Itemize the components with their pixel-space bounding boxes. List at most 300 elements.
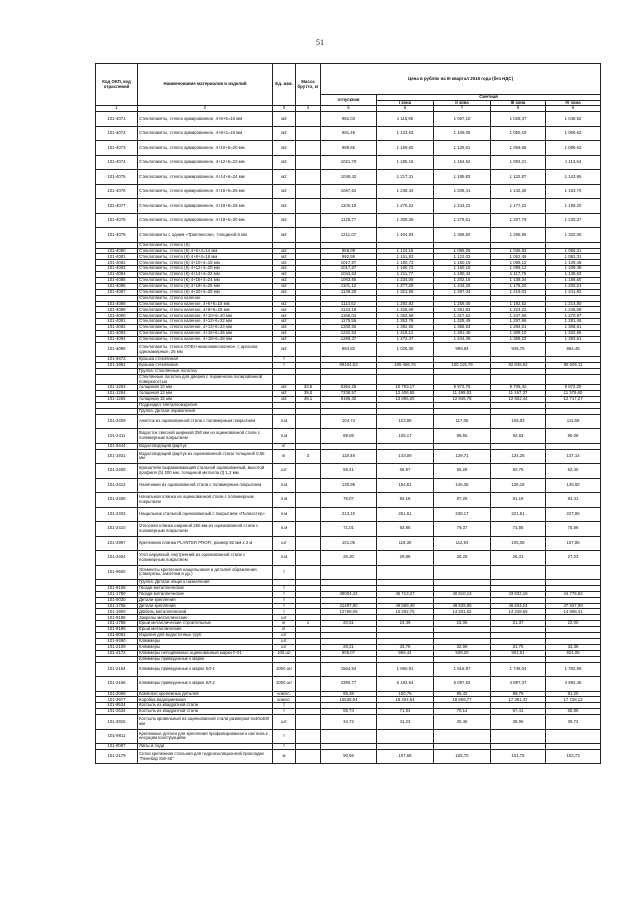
cell-zone-4-price: 1 320,06 [546, 228, 601, 243]
cell-zone-4-price: 1 782,99 [546, 662, 601, 677]
cell-zone-1-price: 29,88 [377, 551, 434, 566]
cell-zone-3-price: 17 391,47 [491, 697, 546, 703]
cell-zone-2-price: 1 154,52 [434, 155, 491, 170]
cell-name: Стеклопакеты, стекло каленое, 4+6+6=16 мм [138, 301, 273, 307]
cell-zone-1-price: 1 352,58 [377, 313, 434, 319]
cell-name: Гвозди металлические [138, 585, 273, 591]
cell-code: 101-4079 [96, 228, 138, 243]
table-body [96, 112, 601, 764]
table-row [96, 715, 601, 730]
cell-unit: м2 [273, 301, 296, 307]
cell-release-price: 213,10 [321, 507, 377, 522]
cell-name: Подраздел: Металлоизделия [138, 402, 273, 408]
table-row [96, 170, 601, 185]
cell-mass [296, 170, 321, 185]
table-row [96, 429, 601, 444]
cell-zone-1-price: 1 321,58 [377, 289, 434, 295]
cell-zone-2-price: 1 287,34 [434, 289, 491, 295]
cell-zone-2-price [434, 729, 491, 744]
cell-code: 101-1981 [96, 363, 138, 369]
table-row [96, 301, 601, 307]
cell-unit: п.м [273, 507, 296, 522]
cell-zone-2-price: 1 185,83 [434, 170, 491, 185]
cell-zone-4-price: 1 143,86 [546, 170, 601, 185]
cell-zone-3-price: 1 142,35 [491, 184, 546, 199]
cell-zone-1-price: 119,30 [377, 536, 434, 551]
cell-zone-1-price: 1 124,15 [377, 248, 434, 254]
cell-zone-3-price: 26,31 [491, 551, 546, 566]
cell-zone-2-price: 18 556,77 [434, 697, 491, 703]
cell-release-price: 39004,42 [321, 591, 377, 597]
cell-code: 101-4080 [96, 248, 138, 254]
cell-name: Стеклопакеты, стекло (К) 4+8+4=16 мм [138, 254, 273, 260]
cell-name: Стеклопакеты, стекло каленое, 4+8+6=18 мм [138, 307, 273, 313]
cell-zone-4-price: 137,14 [546, 449, 601, 464]
column-index: 6 [377, 106, 434, 112]
cell-zone-1-price: 83,85 [377, 522, 434, 537]
cell-zone-3-price: 1 178,20 [491, 283, 546, 289]
cell-release-price: 992,95 [321, 254, 377, 260]
cell-unit: шт [273, 464, 296, 479]
cell-code: 101-4095 [96, 342, 138, 357]
cell-name: Группа: Детали общего назначения [138, 580, 273, 586]
cell-zone-4-price: 9 872,20 [546, 385, 601, 391]
cell-name: Костыль кровельный из оцинкованной стали размером 4х40х400 мм [138, 715, 273, 730]
table-row [96, 493, 601, 508]
cell-code: 101-4089 [96, 307, 138, 313]
cell-zone-4-price: 1 109,48 [546, 260, 601, 266]
cell-zone-1-price: 1 472,47 [377, 336, 434, 342]
cell-unit: м2 [273, 391, 296, 397]
cell-unit: кг [273, 627, 296, 633]
cell-zone-4-price: 22,00 [546, 621, 601, 627]
cell-name: Закрепы металлические [138, 615, 273, 621]
cell-release-price: 1017,87 [321, 266, 377, 272]
cell-unit: м2 [273, 155, 296, 170]
cell-name: Ерши металлические [138, 627, 273, 633]
cell-unit: м2 [273, 184, 296, 199]
cell-unit: п.м [273, 493, 296, 508]
cell-code: 101-2403 [96, 507, 138, 522]
cell-mass [296, 729, 321, 744]
cell-zone-3-price: 1 257,96 [491, 319, 546, 325]
cell-zone-1-price: 1 115,95 [377, 112, 434, 127]
cell-code: 101-9811 [96, 729, 138, 744]
cell-code: 101-2534 [96, 709, 138, 715]
cell-zone-4-price: 11 379,60 [546, 391, 601, 397]
cell-release-price: 89,08 [321, 429, 377, 444]
cell-zone-1-price: 1 276,22 [377, 199, 434, 214]
cell-zone-2-price: 65,29 [434, 464, 491, 479]
cell-name: Детали крепления [138, 603, 273, 609]
cell-code: 101-9472 [96, 357, 138, 363]
cell-zone-2-price: 1 243,23 [434, 199, 491, 214]
cell-zone-2-price: 1 368,50 [434, 228, 491, 243]
cell-name: Изделия для водосточных труб [138, 633, 273, 639]
cell-release-price: 101,05 [321, 536, 377, 551]
cell-code: 101-4092 [96, 325, 138, 331]
cell-zone-1-price: 1 326,09 [377, 307, 434, 313]
cell-zone-1-price: 15 292,75 [377, 609, 434, 615]
cell-release-price: 1101,12 [321, 283, 377, 289]
cell-unit: т [273, 597, 296, 603]
cell-code: 101-4090 [96, 313, 138, 319]
cell-unit: 1000 шт [273, 677, 296, 692]
table-row [96, 126, 601, 141]
cell-mass [296, 228, 321, 243]
cell-release-price: 20,51 [321, 621, 377, 627]
cell-name: Стеклопакеты, стекло каленое [138, 295, 273, 301]
cell-name: Крошка стеклянная [138, 363, 273, 369]
cell-zone-4-price: 111,68 [546, 414, 601, 429]
cell-zone-3-price: 105,08 [491, 536, 546, 551]
cell-zone-4-price: 39,72 [546, 715, 601, 730]
cell-zone-3-price: 1 117,76 [491, 272, 546, 278]
cell-zone-3-price: 1 295,85 [491, 228, 546, 243]
cell-zone-1-price: 1 026,38 [377, 342, 434, 357]
cell-zone-1-price: 107,68 [377, 749, 434, 764]
cell-mass [296, 126, 321, 141]
cell-zone-1-price: 106 456,76 [377, 363, 434, 369]
cell-zone-1-price: 1 850,91 [377, 662, 434, 677]
cell-zone-2-price: 1 381,45 [434, 331, 491, 337]
table-row [96, 272, 601, 278]
table-row [96, 375, 601, 385]
cell-zone-2-price: 1 356,63 [434, 325, 491, 331]
cell-code: 101-4074 [96, 155, 138, 170]
cell-zone-4-price: 1 082,31 [546, 254, 601, 260]
cell-name: Детали крепления [138, 597, 273, 603]
cell-mass [296, 749, 321, 764]
cell-zone-3-price: 1 093,21 [491, 155, 546, 170]
cell-unit: кг [273, 621, 296, 627]
cell-name: Анкеток из оцинкованной стали с полимерным покрытием [138, 414, 273, 429]
cell-zone-1-price: 49 699,49 [377, 603, 434, 609]
cell-mass [296, 522, 321, 537]
cell-name: Стеклопакеты, стекло (К) 4+18+4=26 мм [138, 283, 273, 289]
table-row [96, 729, 601, 744]
cell-zone-3-price: 38,96 [491, 715, 546, 730]
cell-mass [296, 536, 321, 551]
cell-release-price: 130,95 [321, 478, 377, 493]
cell-mass [296, 551, 321, 566]
cell-name: Кляммеры [138, 644, 273, 650]
cell-zone-3-price: 1 122,87 [491, 170, 546, 185]
cell-zone-1-price: 1 234,06 [377, 278, 434, 284]
cell-zone-4-price: 27,03 [546, 551, 601, 566]
table-row [96, 112, 601, 127]
cell-zone-1-price: 1 185,16 [377, 155, 434, 170]
cell-zone-2-price: 11 499,53 [434, 391, 491, 397]
cell-unit: т [273, 585, 296, 591]
cell-release-price: 1143,18 [321, 307, 377, 313]
cell-code: 101-4077 [96, 199, 138, 214]
cell-code: 101-2997 [96, 536, 138, 551]
cell-release-price: 34,72 [321, 715, 377, 730]
cell-name: Крепежная планка PLANTER PROFI, размер 82 мм x 2 м [138, 536, 273, 551]
cell-zone-3-price: 31,70 [491, 644, 546, 650]
cell-mass: 39,3 [296, 391, 321, 397]
cell-name: Стеклопакеты, стекло армированное, 4+10+6=20 мм [138, 141, 273, 156]
cell-zone-1-price: 69,97 [377, 464, 434, 479]
cell-zone-3-price: 1 192,52 [491, 301, 546, 307]
cell-unit: м2 [273, 112, 296, 127]
cell-zone-1-price: 1 211,77 [377, 272, 434, 278]
cell-unit: м2 [273, 336, 296, 342]
cell-mass [296, 565, 321, 580]
cell-zone-4-price: 1 056,31 [546, 248, 601, 254]
cell-release-price [321, 565, 377, 580]
cell-zone-4-price [546, 375, 601, 385]
cell-name: Нащельник стальной оцинкованный с покрытием «Полиэстер» [138, 507, 273, 522]
cell-release-price: 1269,37 [321, 336, 377, 342]
cell-zone-3-price: 1 028,37 [491, 112, 546, 127]
cell-zone-2-price: 1 208,41 [434, 184, 491, 199]
cell-release-price: 8196,30 [321, 396, 377, 402]
cell-name: Водоотводящий фартук из оцинкованной стали толщиной 0,55 мм [138, 449, 273, 464]
cell-release-price: 884,82 [321, 342, 377, 357]
cell-zone-1-price: 123,86 [377, 414, 434, 429]
cell-unit: п.м [273, 478, 296, 493]
cell-name: Стеклопакеты, стекло армированное, 4+12+6=22 мм [138, 155, 273, 170]
cell-name: Стеклопакеты, стекло армированное, 4+18+6=28 мм [138, 199, 273, 214]
cell-zone-2-price: 1 150,19 [434, 266, 491, 272]
table-row [96, 260, 601, 266]
cell-name: Наличники из оцинкованной стали с полимерным покрытием [138, 478, 273, 493]
cell-zone-4-price: 1 308,61 [546, 325, 601, 331]
cell-unit: м [273, 749, 296, 764]
cell-release-price: 1063,85 [321, 278, 377, 284]
cell-zone-4-price: 1 159,60 [546, 278, 601, 284]
cell-name: Водоотводящий фартук [138, 443, 273, 449]
cell-zone-3-price: 1 069,65 [491, 141, 546, 156]
cell-zone-4-price: 103,73 [546, 749, 601, 764]
cell-release-price: 968,09 [321, 248, 377, 254]
cell-zone-3-price: 1 062,46 [491, 254, 546, 260]
cell-zone-3-price: 1 247,66 [491, 313, 546, 319]
cell-mass [296, 375, 321, 385]
cell-code: 101-2915 [96, 715, 138, 730]
cell-zone-2-price: 1 122,03 [434, 254, 491, 260]
cell-zone-1-price: 12 406,65 [377, 391, 434, 397]
cell-release-price: 85,38 [321, 691, 377, 697]
table-row [96, 414, 601, 429]
cell-zone-3-price: 946,75 [491, 342, 546, 357]
cell-unit: м2 [273, 283, 296, 289]
cell-unit: шт [273, 615, 296, 621]
cell-code: 101-1790 [96, 591, 138, 597]
cell-zone-3-price: 92,63 [491, 429, 546, 444]
cell-name: толщиной 10 мм [138, 385, 273, 391]
cell-zone-3-price: 902,61 [491, 650, 546, 656]
cell-zone-3-price: 21,37 [491, 621, 546, 627]
cell-name: Дюбель металлический [138, 609, 273, 615]
cell-name: Коробка водоприемная [138, 697, 273, 703]
cell-unit: т [273, 565, 296, 580]
cell-code: 101-9500 [96, 565, 138, 580]
table-row [96, 697, 601, 703]
column-index: 5 [321, 106, 377, 112]
price-table [95, 63, 601, 764]
table-row [96, 609, 601, 615]
cell-zone-1-price: 13 865,00 [377, 396, 434, 402]
cell-code: 101-4076 [96, 184, 138, 199]
table-row [96, 283, 601, 289]
cell-zone-4-price: 964,45 [546, 342, 601, 357]
table-row [96, 266, 601, 272]
cell-mass [296, 141, 321, 156]
table-row [96, 391, 601, 397]
cell-code: 101-4088 [96, 301, 138, 307]
cell-release-price: 6364,25 [321, 385, 377, 391]
cell-zone-2-price: 5 087,53 [434, 677, 491, 692]
table-row [96, 184, 601, 199]
cell-name: Костыль из квадратной стали [138, 709, 273, 715]
cell-zone-4-price: 1 246,08 [546, 307, 601, 313]
cell-release-price: 90,66 [321, 749, 377, 764]
cell-zone-3-price: 11 167,37 [491, 391, 546, 397]
cell-mass [296, 677, 321, 692]
table-row [96, 536, 601, 551]
cell-zone-2-price: 1 109,08 [434, 126, 491, 141]
table-row [96, 396, 601, 402]
cell-code: 101-2410 [96, 522, 138, 537]
cell-unit [273, 375, 296, 385]
cell-release-price: 71,01 [321, 522, 377, 537]
header-estimate: Сметная [377, 95, 601, 101]
cell-zone-2-price: 100 115,79 [434, 363, 491, 369]
cell-zone-2-price: 1 067,10 [434, 112, 491, 127]
cell-zone-3-price [491, 375, 546, 385]
cell-zone-2-price: 12 846,78 [434, 396, 491, 402]
cell-zone-1-price: 33,78 [377, 644, 434, 650]
table-row [96, 551, 601, 566]
cell-name: Крепежные детали для крепления профилированного настила к несущим конструкциям [138, 729, 273, 744]
cell-code: 101-2405 [96, 493, 138, 508]
cell-zone-3-price: 73,85 [491, 522, 546, 537]
cell-name: Стеклопакеты, стекло каленое, 4+14+6=24 мм [138, 325, 273, 331]
cell-zone-4-price: 14 658,41 [546, 609, 601, 615]
cell-release-price: 806,07 [321, 650, 377, 656]
cell-unit: м2 [273, 213, 296, 228]
cell-zone-4-price: 1 199,20 [546, 199, 601, 214]
cell-release-price: 1067,62 [321, 184, 377, 199]
cell-unit: шт [273, 715, 296, 730]
cell-zone-2-price: 139,71 [434, 449, 491, 464]
cell-release-price: 41497,80 [321, 603, 377, 609]
cell-name: Стеклопакеты, стекло (К) 4+20+4=28 мм [138, 289, 273, 295]
cell-mass [296, 493, 321, 508]
cell-code: 101-2069 [96, 691, 138, 697]
cell-unit: шт [273, 638, 296, 644]
cell-zone-4-price: 1 332,55 [546, 331, 601, 337]
cell-zone-2-price: 1 180,43 [434, 272, 491, 278]
cell-name: Стеклопакеты, стекло (К) 4+16+4=24 мм [138, 278, 273, 284]
cell-code: 101-4093 [96, 331, 138, 337]
cell-zone-2-price: 14 931,62 [434, 609, 491, 615]
column-index: 9 [546, 106, 601, 112]
cell-release-price: 78,07 [321, 493, 377, 508]
cell-name: Стеклопакеты, стекло каленое, 4+10+6=20 мм [138, 313, 273, 319]
cell-name: Стеклопакеты, стекло (К): [138, 242, 273, 248]
cell-name: Кронштейн выравнивающий стальной оцинкованный, высотой профиля (h) 200 мм, толщиной металла (t) 1,2 мм [138, 464, 273, 479]
cell-name: Группа: Стеклянные полотна [138, 369, 273, 375]
cell-zone-1-price: 1 180,73 [377, 260, 434, 266]
cell-code: 101-4086 [96, 283, 138, 289]
cell-unit: м2 [273, 266, 296, 272]
cell-name: Стеклопакеты с одним «Триплексом», толщиной 6 мм [138, 228, 273, 243]
cell-name: Стеклопакеты, стекло армированное, 4+14+6=24 мм [138, 170, 273, 185]
cell-zone-3-price: 1 223,22 [491, 307, 546, 313]
cell-zone-1-price: 1 133,53 [377, 126, 434, 141]
table-row [96, 363, 601, 369]
cell-zone-1-price: 143,09 [377, 449, 434, 464]
cell-release-price: 991,49 [321, 126, 377, 141]
cell-mass [296, 184, 321, 199]
header-zone-2: II зона [434, 100, 491, 106]
cell-release-price [321, 375, 377, 385]
column-index: 8 [491, 106, 546, 112]
table-row [96, 331, 601, 337]
table-row [96, 319, 601, 325]
cell-zone-4-price: 1 069,62 [546, 126, 601, 141]
cell-unit: 1000 шт [273, 662, 296, 677]
cell-code: 101-1756 [96, 603, 138, 609]
cell-mass [296, 715, 321, 730]
cell-release-price: 1166,04 [321, 313, 377, 319]
cell-zone-3-price: 134,25 [491, 449, 546, 464]
cell-zone-3-price: 1 089,12 [491, 260, 546, 266]
cell-release-price: 1200,56 [321, 325, 377, 331]
cell-unit: м2 [273, 319, 296, 325]
cell-zone-2-price: 1 259,40 [434, 301, 491, 307]
cell-zone-3-price: 43 832,19 [491, 591, 546, 597]
cell-zone-3-price: 12 502,44 [491, 396, 546, 402]
cell-zone-4-price: 139,60 [546, 478, 601, 493]
cell-zone-1-price: 1 238,44 [377, 184, 434, 199]
cell-zone-3-price: 14 349,56 [491, 609, 546, 615]
cell-code: 101-1950 [96, 609, 138, 615]
table-row [96, 478, 601, 493]
cell-name: Стеклопакеты, стекло (К) 4+12+4=20 мм [138, 266, 273, 272]
column-index: 7 [434, 106, 491, 112]
cell-zone-3-price: 9 705,42 [491, 385, 546, 391]
header-name: Наименование материалов и изделий [138, 64, 273, 106]
cell-zone-4-price: 1 281,46 [546, 319, 601, 325]
cell-zone-4-price: 1 214,80 [546, 301, 601, 307]
cell-code: 101-9185 [96, 627, 138, 633]
cell-zone-2-price: 95,42 [434, 691, 491, 697]
cell-zone-4-price: 1 113,64 [546, 155, 601, 170]
cell-unit: м2 [273, 325, 296, 331]
cell-code: 101-4083 [96, 266, 138, 272]
table-row [96, 522, 601, 537]
cell-release-price: 1175,56 [321, 319, 377, 325]
table-row [96, 591, 601, 597]
cell-zone-2-price: 1 328,49 [434, 319, 491, 325]
cell-zone-2-price: 9 972,75 [434, 385, 491, 391]
cell-mass [296, 342, 321, 357]
cell-name: Угол наружный, внутренний из оцинкованной стали с полимерным покрытием [138, 551, 273, 566]
cell-zone-2-price: 70,14 [434, 709, 491, 715]
table-row [96, 749, 601, 764]
cell-release-price: 4390,77 [321, 677, 377, 692]
cell-release-price: 1044,63 [321, 272, 377, 278]
cell-unit: м2 [273, 141, 296, 156]
table-row [96, 449, 601, 464]
cell-unit: т [273, 363, 296, 369]
cell-zone-2-price: 1 434,39 [434, 336, 491, 342]
